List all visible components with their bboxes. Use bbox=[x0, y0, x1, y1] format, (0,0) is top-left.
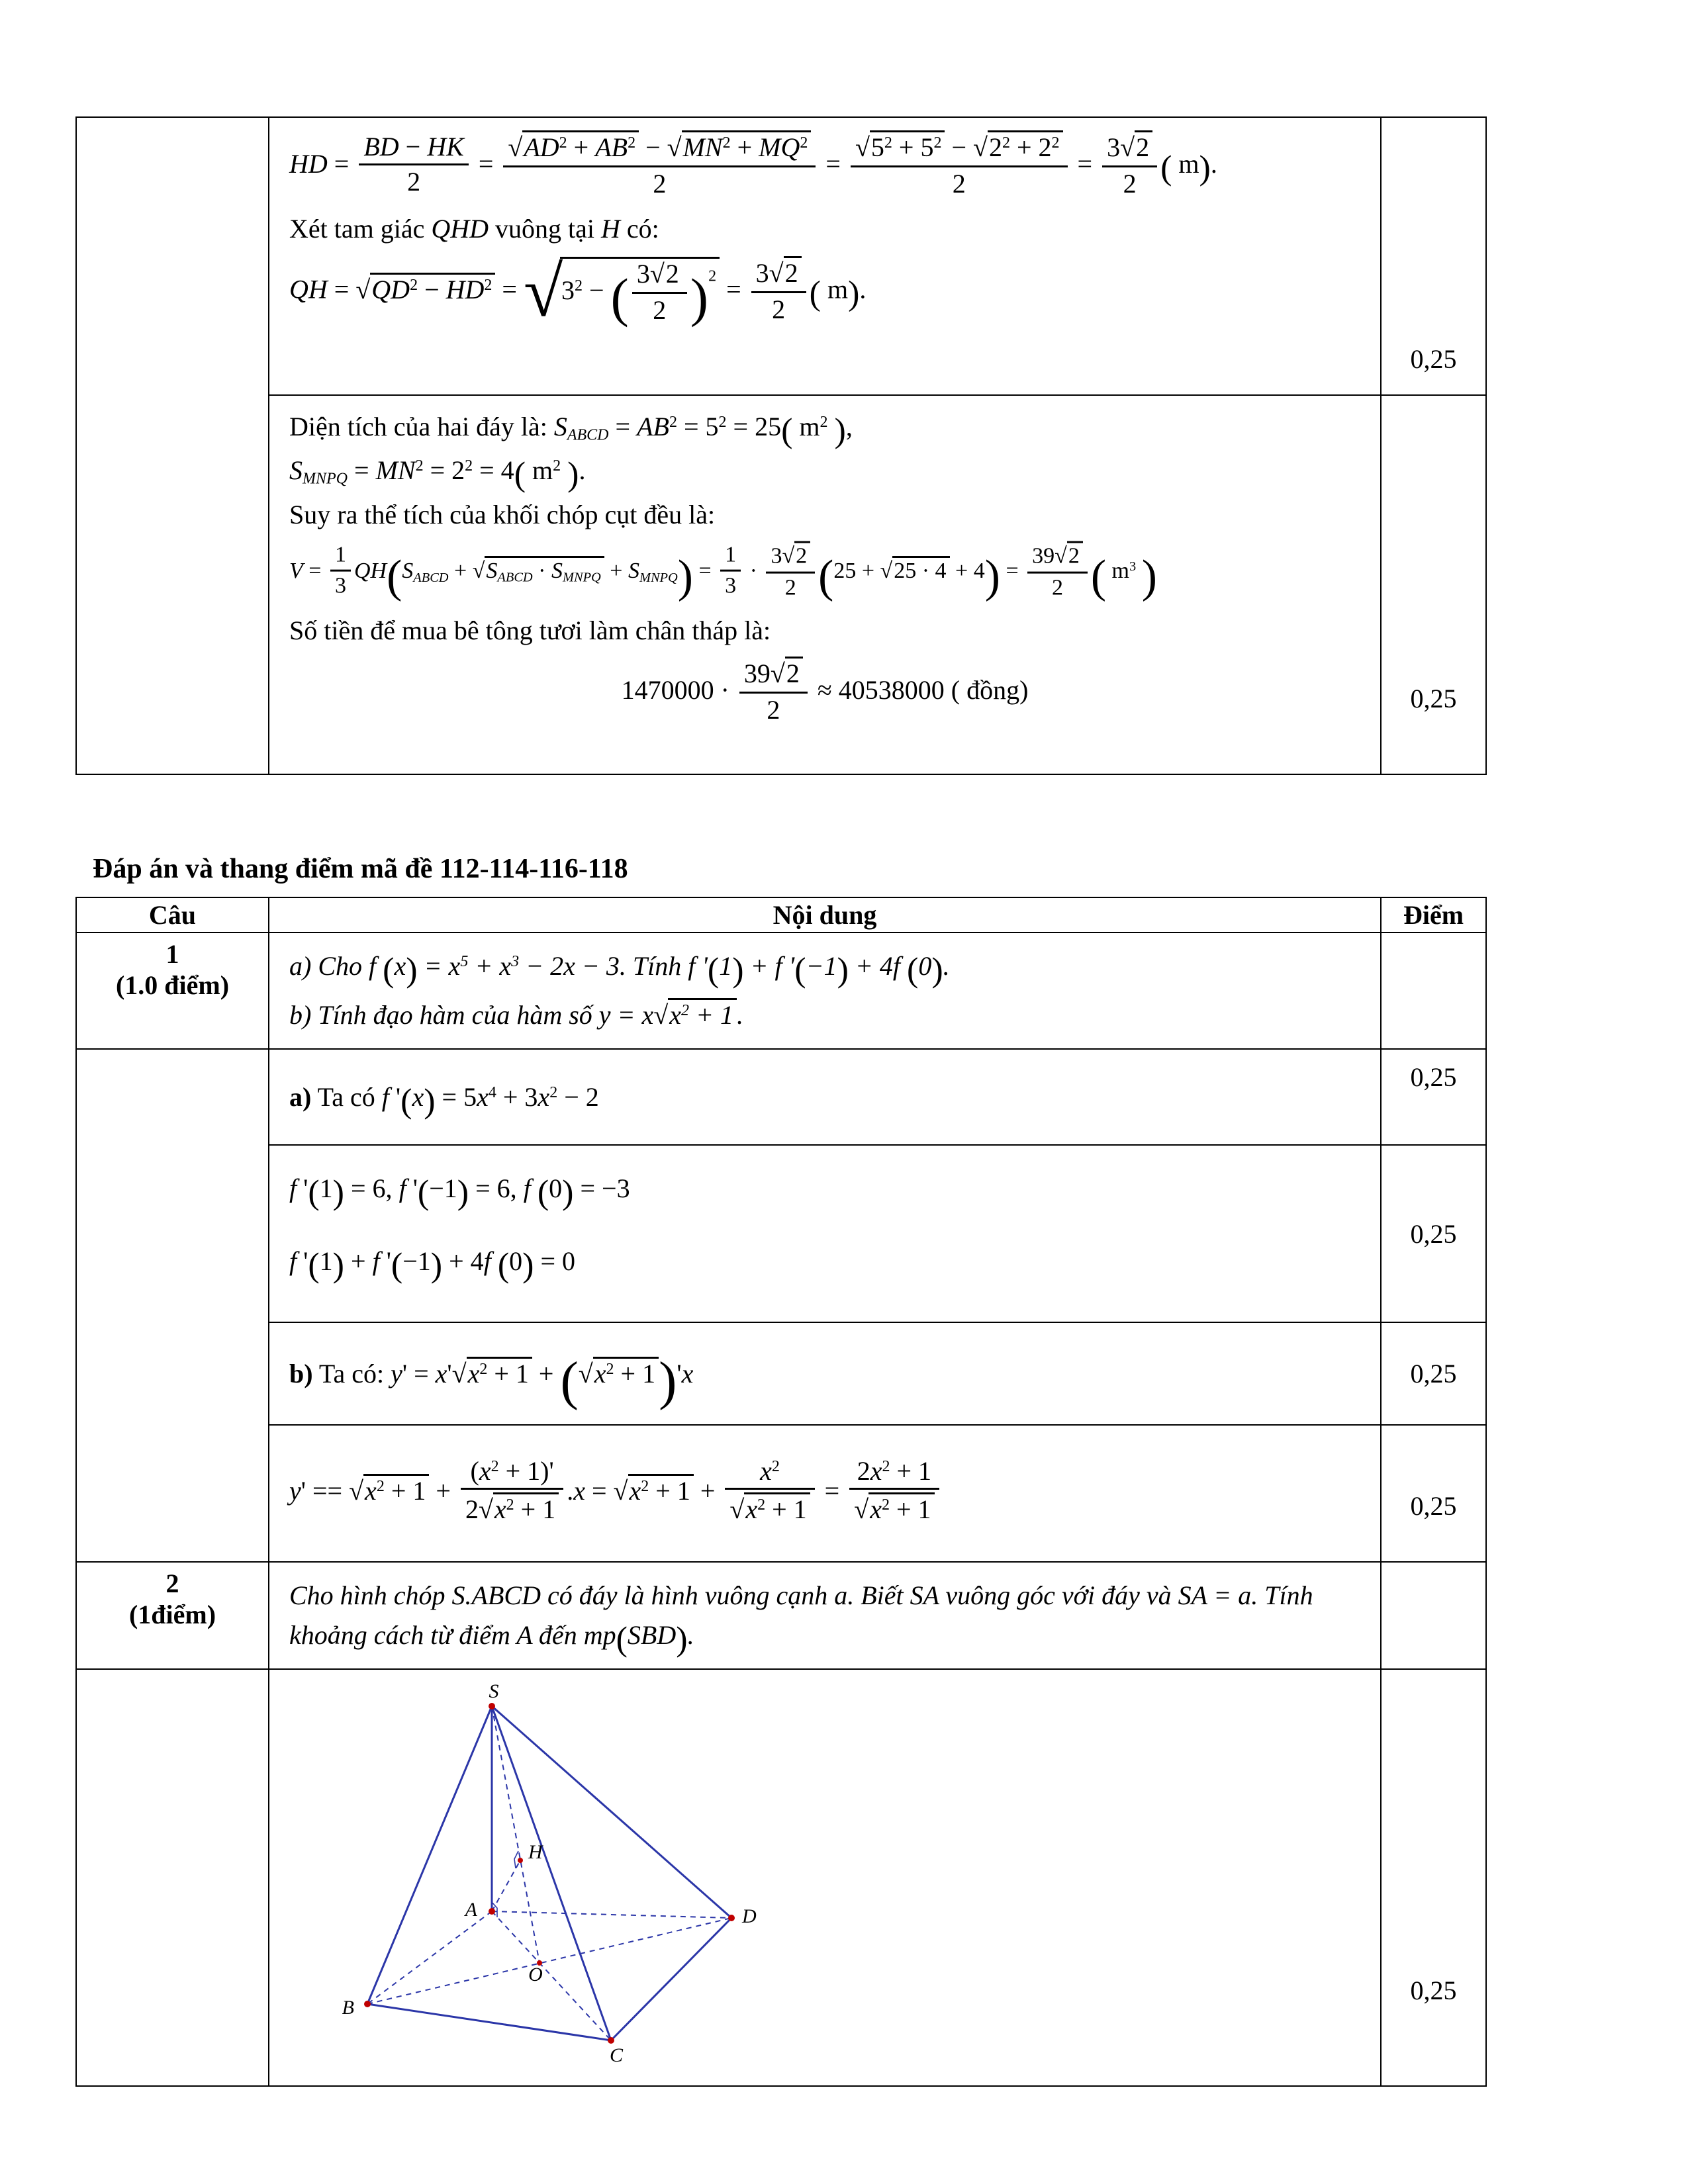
question-points-label: (1.0 điểm) bbox=[115, 970, 230, 1000]
score-table-top bbox=[75, 116, 1487, 775]
table-row bbox=[76, 1425, 1486, 1562]
points-cell bbox=[1381, 933, 1486, 1049]
table-header-row bbox=[76, 897, 1486, 933]
answer-1a-values-cell bbox=[269, 1145, 1381, 1322]
table-row bbox=[76, 1562, 1486, 1669]
vertex-label-a: A bbox=[465, 1899, 477, 1921]
formula-qh: QH = $√QD^2 - HD^2 = √3^2$ − ( $\frac{3√2}{2}$ )$^2$ = $\frac{3√2}{2}$ ( m). bbox=[289, 252, 867, 332]
points-cell bbox=[1381, 1669, 1486, 2086]
formula-cost: 1470000 · $\frac{39√2}{2}$ ≈ 40538000 ( đồng) bbox=[289, 659, 1360, 727]
pyramid-figure bbox=[326, 1683, 776, 2070]
table-row bbox=[76, 1322, 1486, 1425]
question-number-cell-empty bbox=[76, 117, 269, 774]
vertex-label-o: O bbox=[528, 1964, 543, 1985]
table-row bbox=[76, 1669, 1486, 2086]
question-points-label: (1điểm) bbox=[128, 1600, 216, 1629]
answer-1b-rule-cell bbox=[269, 1322, 1381, 1425]
question-1b-text: b) Tính đạo hàm của hàm số $y = x√x^2 + 1$ . bbox=[289, 995, 1360, 1035]
table-row bbox=[76, 1049, 1486, 1145]
vertex-label-s: S bbox=[489, 1683, 499, 1702]
formula-f-prime: a) Ta có f '$(x) = 5x^4 + 3x^2 - 2$ bbox=[289, 1081, 599, 1120]
points-cell bbox=[1381, 395, 1486, 774]
question-2-text: Cho hình chóp S.ABCD có đáy là hình vuông cạnh a. Biết SA vuông góc với đáy và SA = a. Tính khoảng cách từ điểm A đến mp(SBD). bbox=[289, 1580, 1313, 1659]
solution-cell-qh bbox=[269, 117, 1381, 395]
answer-1b-result-cell bbox=[269, 1425, 1381, 1562]
right-angle-marks bbox=[492, 1851, 518, 1917]
formula-f-values: f '(1) = 6, f '(−1) = 6, f (0) = −3 bbox=[289, 1173, 630, 1212]
table-row bbox=[76, 1145, 1486, 1322]
table-row bbox=[76, 395, 1486, 774]
vertex-label-b: B bbox=[342, 1997, 354, 2019]
table-row bbox=[76, 933, 1486, 1049]
pyramid-figure-wrapper bbox=[326, 1683, 1360, 2077]
formula-area-mnpq: $S_{MNPQ} = MN^2 = 2^2 = 4$( $m^2$ ). bbox=[289, 455, 586, 494]
formula-area-abcd: Diện tích của hai đáy là: $S_{ABCD} = AB^2 = 5^2 = 25$( $m^2$ ), bbox=[289, 412, 853, 450]
vertex-label-h: H bbox=[528, 1841, 543, 1863]
points-value: 0,25 bbox=[1410, 1218, 1457, 1249]
header-diem: Điểm bbox=[1381, 897, 1486, 933]
points-cell bbox=[1381, 1322, 1486, 1425]
formula-y-prime-rule: b) Ta có: $y' = x'√x^2 + 1 + (√x^2 + 1)'x$ bbox=[289, 1350, 694, 1411]
solid-edges bbox=[367, 1706, 731, 2040]
points-cell bbox=[1381, 1562, 1486, 1669]
header-cau: Câu bbox=[76, 897, 269, 933]
question-2-number-cell bbox=[76, 1562, 269, 1669]
question-number-cell-empty bbox=[76, 1049, 269, 1562]
points-cell bbox=[1381, 1145, 1486, 1322]
question-number: 2 bbox=[165, 1569, 179, 1598]
formula-hd: HD = $\frac{BD - HK}{2}$ = $\frac{√AD^2 + AB^2 - √MN^2 + MQ^2}{2}$ = $\frac{√5^2 + 5^2 - √2^2 + 2^2}{2}$ = $\frac{3√2}{2}$ ( m). bbox=[289, 132, 1360, 201]
points-cell bbox=[1381, 1425, 1486, 1562]
answer-key-heading: Đáp án và thang điểm mã đề 112-114-116-118 bbox=[93, 854, 628, 884]
points-value: 0,25 bbox=[1410, 1359, 1457, 1388]
solution-cell-volume bbox=[269, 395, 1381, 774]
points-value: 0,25 bbox=[1410, 344, 1457, 374]
points-value: 0,25 bbox=[1410, 1491, 1457, 1521]
question-1a-text: a) Cho f $(x) = x^5 + x^3 - 2x - 3$. Tính f '(1) + f '(−1) + 4f (0). bbox=[289, 951, 950, 989]
table-row bbox=[76, 117, 1486, 395]
answer-1a-derivative-cell bbox=[269, 1049, 1381, 1145]
text-suy-ra: Suy ra thể tích của khối chóp cụt đều là: bbox=[289, 500, 716, 529]
points-value: 0,25 bbox=[1410, 1976, 1457, 2005]
vertex-label-d: D bbox=[742, 1905, 757, 1927]
question-number: 1 bbox=[165, 939, 179, 969]
question-2-statement-cell bbox=[269, 1562, 1381, 1669]
points-cell bbox=[1381, 1049, 1486, 1145]
points-value: 0,25 bbox=[1410, 1062, 1457, 1092]
text-so-tien: Số tiền để mua bê tông tươi làm chân tháp là: bbox=[289, 615, 771, 645]
question-number-cell-empty bbox=[76, 1669, 269, 2086]
points-cell bbox=[1381, 117, 1486, 395]
points-value: 0,25 bbox=[1410, 684, 1457, 713]
question-1-number-cell bbox=[76, 933, 269, 1049]
header-noi-dung: Nội dung bbox=[269, 897, 1381, 933]
formula-y-prime-result: $y' == √x^2 + 1$ + $\frac{(x^2 + 1)'}{2√x^2 + 1}$ $.x = √x^2 + 1$ + $\frac{x^2}{√x^2 + 1}$ = $\frac{2x^2 + 1}{√x^2 + 1}$ bbox=[289, 1459, 1360, 1528]
vertex-dots bbox=[364, 1703, 735, 2044]
question-1-statement-cell bbox=[269, 933, 1381, 1049]
answer-table bbox=[75, 897, 1487, 2087]
figure-cell bbox=[269, 1669, 1381, 2086]
formula-f-sum: f '(1) + f '(−1) + 4f (0) = 0 bbox=[289, 1246, 576, 1285]
formula-volume: V = $\frac{1}{3}$ $QH(S_{ABCD} + √S_{ABCD} \cdot S_{MNPQ} + S_{MNPQ})$ = $\frac{1}{3}$ · $\frac{3√2}{2}$ (25 + √25 · 4 + 4) = $\frac{39√2}{2}$ ( $m^3$ ) bbox=[289, 543, 1360, 603]
text-xet-tam-giac: Xét tam giác QHD vuông tại H có: bbox=[289, 214, 659, 244]
vertex-label-c: C bbox=[609, 2044, 624, 2066]
